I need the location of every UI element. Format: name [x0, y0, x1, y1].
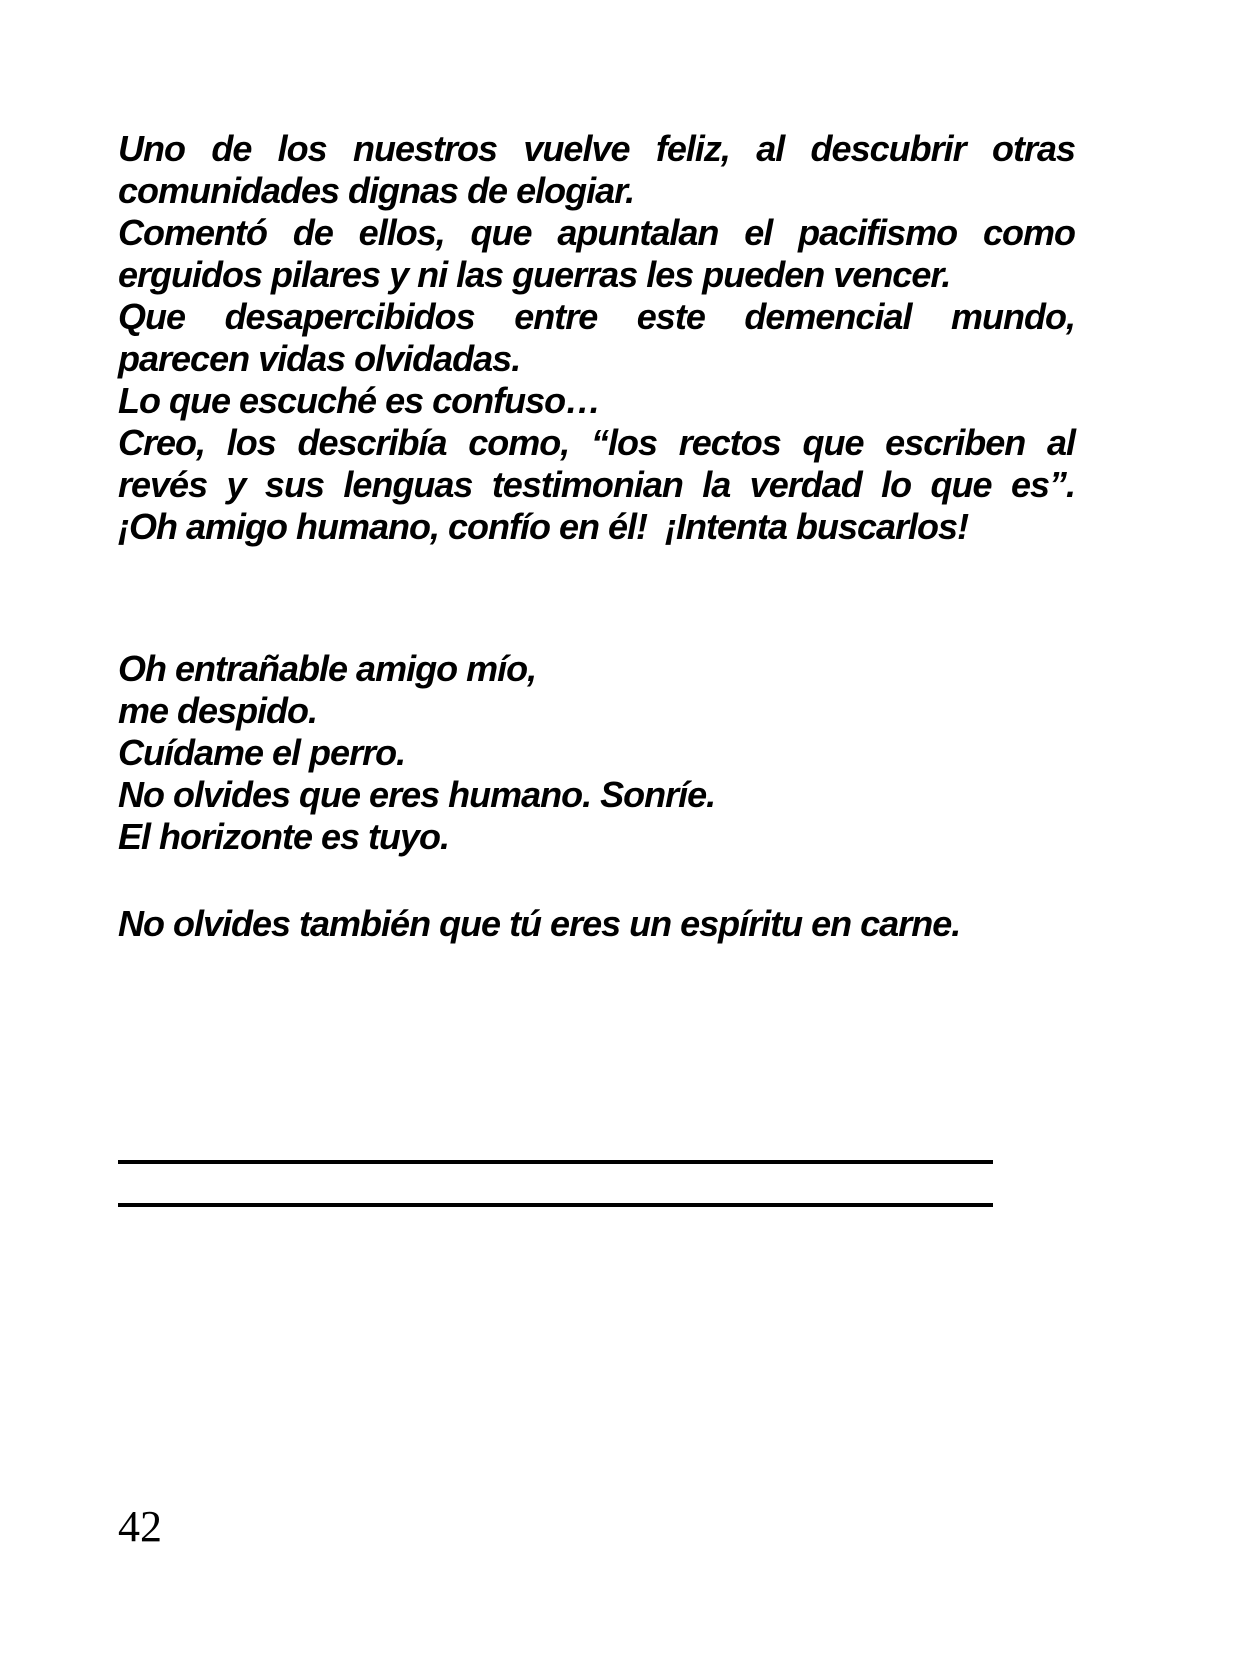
stanza-3 [118, 903, 1075, 945]
poem-line: Que desapercibidos entre este demencial mundo, [118, 296, 1075, 337]
poem-line: Creo, los describía como, “los rectos que escriben al [118, 422, 1075, 463]
poem-line: El horizonte es tuyo. [118, 816, 450, 857]
poem-line: No olvides también que tú eres un espíritu en carne. [118, 903, 961, 944]
poem-line: ¡Oh amigo humano, confío en él! ¡Intenta buscarlos! [118, 506, 969, 547]
poem-line: Lo que escuché es confuso… [118, 380, 601, 421]
poem-line: Comentó de ellos, que apuntalan el pacifismo como [118, 212, 1075, 253]
poem-line: Oh entrañable amigo mío, [118, 648, 537, 689]
page-number: 42 [118, 1502, 162, 1551]
poem-line: me despido. [118, 690, 318, 731]
blank-line-rule-2 [118, 1203, 993, 1207]
poem-line: Uno de los nuestros vuelve feliz, al descubrir otras [118, 128, 1075, 169]
blank-write-in-lines [118, 1160, 1075, 1207]
poem-line: parecen vidas olvidadas. [118, 338, 521, 379]
poem-line: comunidades dignas de elogiar. [118, 170, 635, 211]
stanza-2 [118, 648, 1075, 858]
poem-line: revés y sus lenguas testimonian la verdad lo que es”. [118, 464, 1075, 505]
poem-line: No olvides que eres humano. Sonríe. [118, 774, 716, 815]
poem-line: erguidos pilares y ni las guerras les pueden vencer. [118, 254, 951, 295]
stanza-1 [118, 128, 1075, 548]
poem-line: Cuídame el perro. [118, 732, 406, 773]
blank-line-rule-1 [118, 1160, 993, 1164]
